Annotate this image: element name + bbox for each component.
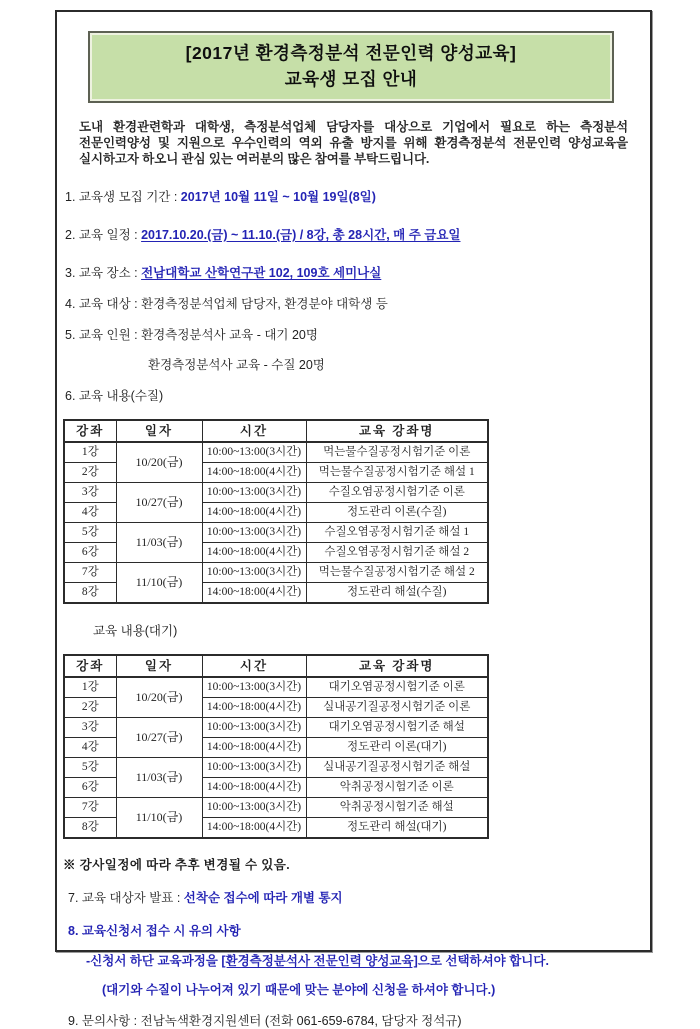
lecture-no: 3강	[64, 718, 116, 738]
lecture-title: 먹는물수질공정시험기준 해설 2	[306, 563, 488, 583]
detail-post: 으로 선택하셔야 합니다.	[417, 954, 549, 968]
item-target	[65, 294, 638, 312]
item-label: 4. 교육 대상 :	[65, 297, 142, 311]
table-row	[64, 718, 488, 738]
column-header: 시간	[202, 655, 306, 677]
table-header-row	[64, 655, 488, 677]
table-header-row	[64, 420, 488, 442]
lecture-no: 8강	[64, 818, 116, 839]
lecture-no: 6강	[64, 778, 116, 798]
lecture-no: 2강	[64, 698, 116, 718]
lecture-time: 10:00~13:00(3시간)	[202, 442, 306, 463]
lecture-date: 11/10(금)	[116, 798, 202, 839]
table-row	[64, 483, 488, 503]
lecture-title: 정도관리 해설(수질)	[306, 583, 488, 604]
item-recruit-period	[65, 187, 638, 205]
item-announcement	[68, 888, 638, 906]
column-header: 일자	[116, 420, 202, 442]
item-value: 전남대학교 산학연구관 102, 109호 세미나실	[141, 266, 382, 280]
lecture-time: 10:00~13:00(3시간)	[202, 677, 306, 698]
lecture-time: 14:00~18:00(4시간)	[202, 543, 306, 563]
lecture-title: 먹는물수질공정시험기준 해설 1	[306, 463, 488, 483]
lecture-date: 11/10(금)	[116, 563, 202, 604]
lecture-no: 3강	[64, 483, 116, 503]
lecture-time: 10:00~13:00(3시간)	[202, 523, 306, 543]
column-header: 시간	[202, 420, 306, 442]
lecture-title: 정도관리 이론(수질)	[306, 503, 488, 523]
lecture-date: 11/03(금)	[116, 523, 202, 563]
lecture-no: 8강	[64, 583, 116, 604]
item-application-notice: 8. 교육신청서 접수 시 유의 사항	[68, 924, 241, 938]
lecture-date: 10/20(금)	[116, 442, 202, 483]
lecture-no: 1강	[64, 677, 116, 698]
document-title-line2: 교육생 모집 안내	[284, 69, 418, 89]
item-label: 7. 교육 대상자 발표 :	[68, 891, 184, 905]
document-title-line1: [2017년 환경측정분석 전문인력 양성교육]	[185, 43, 517, 63]
item-content-air: 교육 내용(대기)	[93, 624, 178, 638]
table-row	[64, 758, 488, 778]
title-box	[88, 31, 614, 103]
item-value: 2017년 10월 11일 ~ 10월 19일(8일)	[180, 190, 376, 204]
lecture-title: 대기오염공정시험기준 이론	[306, 677, 488, 698]
lecture-time: 14:00~18:00(4시간)	[202, 463, 306, 483]
lecture-no: 4강	[64, 738, 116, 758]
lecture-title: 실내공기질공정시험기준 해설	[306, 758, 488, 778]
lecture-title: 정도관리 이론(대기)	[306, 738, 488, 758]
column-header: 강좌	[64, 420, 116, 442]
item-label: 5. 교육 인원 :	[65, 328, 142, 342]
table-row	[64, 798, 488, 818]
column-header: 교육 강좌명	[306, 655, 488, 677]
table-row	[64, 563, 488, 583]
air-course-table	[63, 654, 489, 839]
lecture-no: 4강	[64, 503, 116, 523]
lecture-title: 수질오염공정시험기준 해설 1	[306, 523, 488, 543]
lecture-title: 먹는물수질공정시험기준 이론	[306, 442, 488, 463]
lecture-date: 10/27(금)	[116, 483, 202, 523]
lecture-no: 1강	[64, 442, 116, 463]
lecture-title: 대기오염공정시험기준 해설	[306, 718, 488, 738]
application-notice-detail2: (대기와 수질이 나누어져 있기 때문에 맞는 분야에 신청을 하셔야 합니다.)	[102, 983, 496, 997]
detail-course-name: [환경측정분석사 전문인력 양성교육]	[221, 954, 418, 968]
item-schedule	[65, 225, 638, 243]
item-label: 1. 교육생 모집 기간 :	[65, 190, 181, 204]
column-header: 교육 강좌명	[306, 420, 488, 442]
lecture-no: 7강	[64, 563, 116, 583]
table-row	[64, 442, 488, 463]
column-header: 일자	[116, 655, 202, 677]
lecture-time: 14:00~18:00(4시간)	[202, 738, 306, 758]
column-header: 강좌	[64, 655, 116, 677]
lecture-title: 수질오염공정시험기준 해설 2	[306, 543, 488, 563]
lecture-time: 14:00~18:00(4시간)	[202, 583, 306, 604]
lecture-time: 14:00~18:00(4시간)	[202, 778, 306, 798]
table-row	[64, 523, 488, 543]
lecture-time: 10:00~13:00(3시간)	[202, 798, 306, 818]
table-row	[64, 677, 488, 698]
lecture-no: 2강	[64, 463, 116, 483]
schedule-change-note: ※ 강사일정에 따라 추후 변경될 수 있음.	[63, 858, 291, 872]
item-value: 환경측정분석업체 담당자, 환경분야 대학생 등	[141, 297, 388, 311]
lecture-title: 정도관리 해설(대기)	[306, 818, 488, 839]
lecture-no: 6강	[64, 543, 116, 563]
item-value: 2017.10.20.(금) ~ 11.10.(금) / 8강, 총 28시간, 매 주 금요일	[141, 228, 461, 242]
item-label: 3. 교육 장소 :	[65, 266, 142, 280]
lecture-time: 10:00~13:00(3시간)	[202, 483, 306, 503]
item-capacity-line2: 환경측정분석사 교육 - 수질 20명	[148, 358, 325, 372]
detail-pre: -신청서 하단 교육과정을	[86, 954, 222, 968]
lecture-date: 10/20(금)	[116, 677, 202, 718]
lecture-time: 10:00~13:00(3시간)	[202, 563, 306, 583]
item-label: 2. 교육 일정 :	[65, 228, 142, 242]
application-notice-detail	[86, 951, 638, 969]
lecture-title: 악취공정시험기준 해설	[306, 798, 488, 818]
lecture-title: 악취공정시험기준 이론	[306, 778, 488, 798]
item-value: 선착순 접수에 따라 개별 통지	[183, 891, 343, 905]
item-content-water: 6. 교육 내용(수질)	[65, 389, 164, 403]
lecture-time: 10:00~13:00(3시간)	[202, 718, 306, 738]
lecture-no: 5강	[64, 758, 116, 778]
lecture-time: 14:00~18:00(4시간)	[202, 503, 306, 523]
lecture-no: 5강	[64, 523, 116, 543]
intro-paragraph: 도내 환경관련학과 대학생, 측정분석업체 담당자를 대상으로 기업에서 필요로 하는 측정분석 전문인력양성 및 지원으로 우수인력의 역외 유출 방지를 위해 환경측정분석 전문인력 양성교육을 실시하고자 하오니 관심 있는 여러분의 많은 참여를 부탁드립니다.	[79, 120, 628, 166]
item-contact: 9. 문의사항 : 전남녹색환경지원센터 (전화 061-659-6784, 담당자 정석규)	[68, 1014, 462, 1028]
water-course-table	[63, 419, 489, 604]
lecture-title: 실내공기질공정시험기준 이론	[306, 698, 488, 718]
lecture-date: 10/27(금)	[116, 718, 202, 758]
item-location	[65, 263, 638, 281]
lecture-title: 수질오염공정시험기준 이론	[306, 483, 488, 503]
lecture-date: 11/03(금)	[116, 758, 202, 798]
document-frame	[55, 10, 652, 1028]
lecture-no: 7강	[64, 798, 116, 818]
item-value: 환경측정분석사 교육 - 대기 20명	[141, 328, 318, 342]
lecture-time: 14:00~18:00(4시간)	[202, 818, 306, 839]
lecture-time: 14:00~18:00(4시간)	[202, 698, 306, 718]
item-capacity	[65, 325, 638, 343]
lecture-time: 10:00~13:00(3시간)	[202, 758, 306, 778]
